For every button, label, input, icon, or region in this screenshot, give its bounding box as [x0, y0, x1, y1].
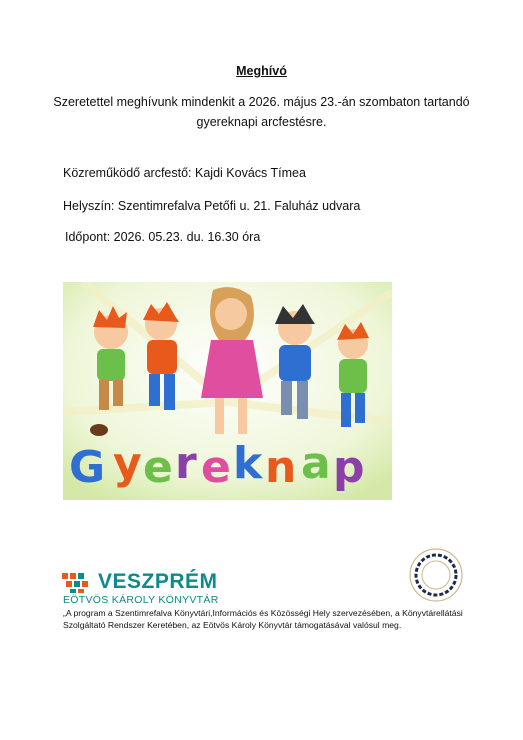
illustration-letter: n — [265, 442, 297, 493]
library-subtitle: EÖTVÖS KÁROLY KÖNYVTÁR — [63, 594, 219, 606]
illustration-letter: e — [143, 442, 173, 493]
illustration-letter: k — [233, 438, 263, 489]
invitation-intro: Szeretettel meghívunk mindenkit a 2026. május 23.-án szombaton tartandó gyereknapi arcfestésre. — [53, 95, 470, 129]
seal-logo-icon — [408, 547, 464, 603]
time-line: Időpont: 2026. 05.23. du. 16.30 óra — [65, 230, 261, 244]
footer-note: „A program a Szentimrefalva Könyvtári,Információs és Közösségi Hely szervezésében, a Könyvtárellátási Szolgáltató Rendszer Keretében, az Eötvös Károly Könyvtár támogatásával valósul meg. — [63, 608, 463, 630]
illustration-letter: r — [175, 438, 197, 489]
library-name: VESZPRÉM — [98, 570, 218, 593]
illustration-letter: e — [201, 442, 231, 493]
face-painter-line: Közreműködő arcfestő: Kajdi Kovács Tímea — [63, 166, 306, 180]
childrens-day-illustration — [63, 282, 392, 500]
illustration-letter: y — [113, 438, 142, 489]
illustration-letter: p — [333, 442, 365, 493]
location-line: Helyszín: Szentimrefalva Petőfi u. 21. Faluház udvara — [63, 199, 361, 213]
illustration-letter: a — [301, 438, 331, 489]
illustration-letter: G — [69, 442, 106, 493]
invitation-title: Meghívó — [236, 64, 287, 78]
